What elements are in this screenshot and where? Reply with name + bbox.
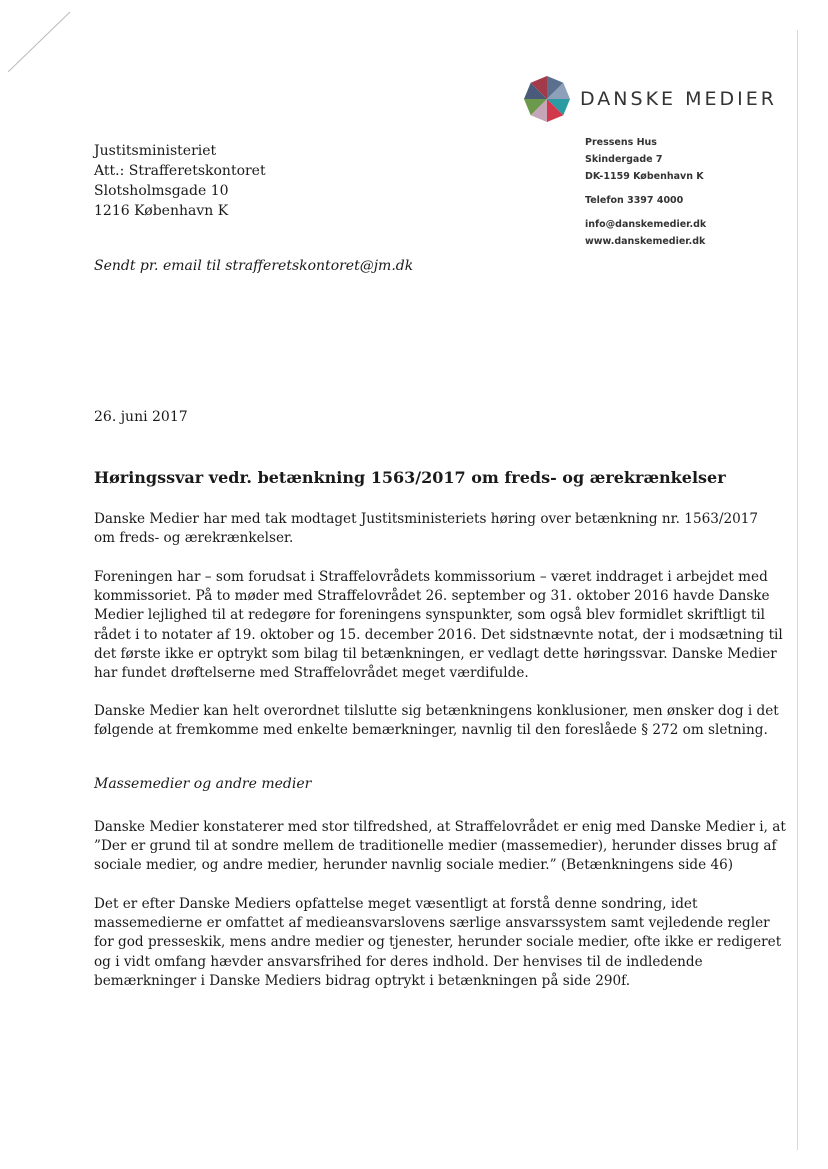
sender-city: DK-1159 København K bbox=[585, 171, 704, 182]
logo-wordmark: DANSKE MEDIER bbox=[580, 88, 777, 110]
scan-edge-line bbox=[797, 30, 798, 1150]
section-heading: Massemedier og andre medier bbox=[94, 776, 312, 792]
sender-phone: Telefon 3397 4000 bbox=[585, 195, 684, 206]
scan-artifact-line bbox=[6, 10, 76, 80]
letter-subject: Høringssvar vedr. betænkning 1563/2017 om freds- og ærekrænkelser bbox=[94, 468, 726, 487]
recipient-line: Slotsholmsgade 10 bbox=[94, 183, 229, 199]
letter-date: 26. juni 2017 bbox=[94, 409, 188, 425]
sender-website: www.danskemedier.dk bbox=[585, 236, 706, 247]
danske-medier-logo bbox=[522, 74, 777, 124]
sender-email: info@danskemedier.dk bbox=[585, 219, 707, 230]
paragraph-overall-support: Danske Medier kan helt overordnet tilslutte sig betænkningens konklusioner, men ønsker dog i det følgende at fremkomme med enkelte bemærkninger, navnlig til den foreslåede § 272 om sletning. bbox=[94, 703, 779, 739]
recipient-address-block bbox=[94, 141, 266, 221]
sender-address-block bbox=[585, 134, 706, 250]
recipient-line: Att.: Strafferetskontoret bbox=[94, 163, 266, 179]
logo-emblem-icon bbox=[522, 74, 572, 124]
sender-org: Pressens Hus bbox=[585, 137, 657, 148]
sent-by-email-note: Sendt pr. email til strafferetskontoret@jm.dk bbox=[94, 258, 414, 274]
recipient-line: 1216 København K bbox=[94, 203, 229, 219]
sender-street: Skindergade 7 bbox=[585, 154, 663, 165]
paragraph-mass-media: Danske Medier konstaterer med stor tilfredshed, at Straffelovrådet er enig med Danske Medier i, at ”Der er grund til at sondre mellem de traditionelle medier (massemedier), herunder disses brug af sociale medier, og andre medier, herunder navnlig sociale medier.” (Betænkningens side 46) bbox=[94, 819, 786, 874]
paragraph-background: Foreningen har – som forudsat i Straffelovrådets kommissorium – været inddraget i arbejdet med kommissoriet. På to møder med Straffelovrådet 26. september og 31. oktober 2016 havde Danske Medier lejlighed til at redegøre for foreningens synspunkter, som også blev formidlet skriftligt til rådet i to notater af 19. oktober og 15. december 2016. Det sidstnævnte notat, der i modsætning til det første ikke er optrykt som bilag til betænkningen, er vedlagt dette høringssvar. Danske Medier har fundet drøftelserne med Straffelovrådet meget værdifulde. bbox=[94, 569, 783, 682]
recipient-line: Justitsministeriet bbox=[94, 143, 217, 159]
paragraph-distinction: Det er efter Danske Mediers opfattelse meget væsentligt at forstå denne sondring, idet massemedierne er omfattet af medieansvarslovens særlige ansvarssystem samt vejledende regler for god presseskik, mens andre medier og tjenester, herunder sociale medier, ofte ikke er redigeret og i vidt omfang hævder ansvarsfrihed for deres indhold. Der henvises til de indledende bemærkninger i Danske Mediers bidrag optrykt i betænkningen på side 290f. bbox=[94, 896, 782, 989]
paragraph-intro: Danske Medier har med tak modtaget Justitsministeriets høring over betænkning nr. 1563/2017 om freds- og ærekrænkelser. bbox=[94, 511, 759, 547]
